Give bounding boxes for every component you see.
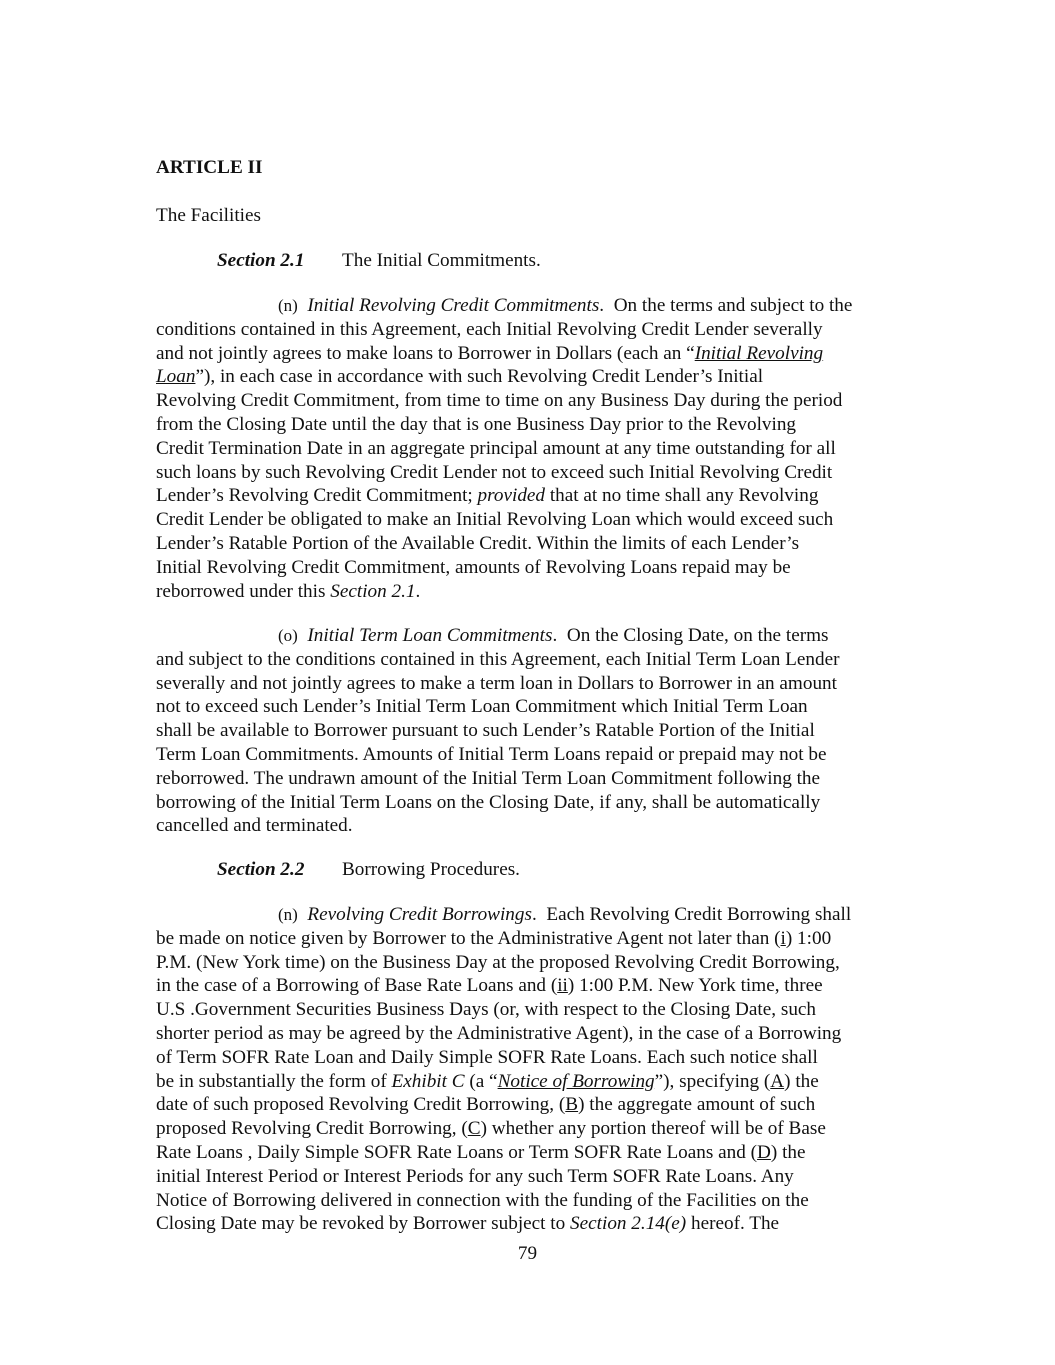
text-line: P.M. (New York time) on the Business Day at the proposed Revolving Credit Borrowing, <box>156 951 840 973</box>
text-line: (n) Revolving Credit Borrowings. Each Revolving Credit Borrowing shall <box>278 904 852 925</box>
text-line <box>156 927 916 951</box>
text-segment: Rate Loans , Daily Simple SOFR Rate Loans or Term SOFR Rate Loans and ( <box>156 1141 758 1163</box>
text-line: shall be available to Borrower pursuant to such Lender’s Ratable Portion of the Initial <box>156 720 815 742</box>
text-segment: ) the aggregate amount of such <box>578 1094 816 1116</box>
section-2-1-heading <box>217 249 817 273</box>
text-segment: On the terms and subject to the <box>613 295 853 316</box>
text-line: U.S .Government Securities Business Days (or, with respect to the Closing Date, such <box>156 999 817 1021</box>
section-number: Section 2.1 <box>217 250 305 271</box>
text-segment: date of such proposed Revolving Credit Borrowing, ( <box>156 1094 566 1116</box>
section-title: The Initial Commitments. <box>342 250 541 271</box>
text-segment: ) 1:00 P.M. New York time, three <box>567 975 823 997</box>
text-line: (n) Initial Revolving Credit Commitments. On the terms and subject to the <box>278 295 853 316</box>
enumerator: ii <box>557 975 568 997</box>
enumerator: B <box>565 1094 579 1116</box>
text-segment: ”), in each case in accordance with such Revolving Credit Lender’s Initial <box>195 366 764 388</box>
defined-term: Loan <box>156 366 196 388</box>
text-line: severally and not jointly agrees to make a term loan in Dollars to Borrower in an amount <box>156 672 837 694</box>
defined-term: Initial Revolving <box>694 342 824 364</box>
text-segment: (a “ <box>469 1070 498 1092</box>
exhibit-reference: Exhibit C <box>391 1070 465 1092</box>
text-line: shorter period as may be agreed by the Administrative Agent), in the case of a Borrowing <box>156 1022 842 1044</box>
text-segment: Lender’s Revolving Credit Commitment; <box>156 485 473 507</box>
paragraph-initial-revolving-credit-commitments <box>156 294 916 603</box>
text-segment: Each Revolving Credit Borrowing shall <box>546 904 852 925</box>
enumerator: i <box>780 927 786 949</box>
enumerator: A <box>770 1070 785 1092</box>
text-line: Credit Termination Date in an aggregate principal amount at any time outstanding for all <box>156 437 836 459</box>
text-line <box>156 1093 916 1117</box>
text-line: such loans by such Revolving Credit Lender not to exceed such Initial Revolving Credit <box>156 461 833 483</box>
text-segment: Closing Date may be revoked by Borrower subject to <box>156 1213 566 1235</box>
text-line <box>156 484 916 508</box>
paragraph-heading: Initial Term Loan Commitments <box>307 625 553 646</box>
text-segment: On the Closing Date, on the terms <box>566 625 829 646</box>
text-line: Notice of Borrowing delivered in connection with the funding of the Facilities on the <box>156 1189 809 1211</box>
enumerator: D <box>757 1141 771 1163</box>
text-line <box>156 1212 916 1236</box>
text-segment: reborrowed under this <box>156 580 326 602</box>
text-line <box>156 1070 916 1094</box>
text-line: of Term SOFR Rate Loan and Daily Simple SOFR Rate Loans. Each such notice shall <box>156 1046 818 1068</box>
text-line <box>156 342 916 366</box>
text-line <box>156 1117 916 1141</box>
paragraph-heading: Revolving Credit Borrowings <box>307 904 532 925</box>
text-line: (o) Initial Term Loan Commitments. On the Closing Date, on the terms <box>278 625 829 646</box>
emphasis-term: provided <box>477 485 546 507</box>
text-line: Term Loan Commitments. Amounts of Initial Term Loans repaid or prepaid may not be <box>156 743 827 765</box>
text-line: Revolving Credit Commitment, from time to time on any Business Day during the period <box>156 390 843 412</box>
text-segment: hereof. The <box>690 1213 780 1235</box>
text-line: reborrowed. The undrawn amount of the Initial Term Loan Commitment following the <box>156 767 821 789</box>
text-line: Lender’s Ratable Portion of the Available Credit. Within the limits of each Lender’s <box>156 532 800 554</box>
text-line: not to exceed such Lender’s Initial Term Loan Commitment which Initial Term Loan <box>156 696 808 718</box>
text-segment: ”), specifying ( <box>654 1070 771 1092</box>
article-subtitle: The Facilities <box>156 205 261 226</box>
paragraph-label: (n) <box>278 296 298 315</box>
text-segment: in the case of a Borrowing of Base Rate Loans and ( <box>156 975 558 997</box>
text-line: conditions contained in this Agreement, each Initial Revolving Credit Lender severally <box>156 318 823 340</box>
text-segment: be in substantially the form of <box>156 1070 387 1092</box>
text-segment: that at no time shall any Revolving <box>549 485 819 507</box>
text-segment: proposed Revolving Credit Borrowing, ( <box>156 1118 468 1140</box>
text-segment: be made on notice given by Borrower to the Administrative Agent not later than ( <box>156 927 781 949</box>
section-2-2-heading <box>217 858 817 882</box>
paragraph-initial-term-loan-commitments <box>156 624 916 838</box>
text-segment: and not jointly agrees to make loans to Borrower in Dollars (each an “ <box>156 342 695 364</box>
text-line: reborrowed under this Section 2.1. <box>156 580 421 602</box>
text-segment: ) whether any portion thereof will be of Base <box>480 1118 826 1140</box>
section-reference: Section 2.1 <box>330 580 416 602</box>
paragraph-label: (o) <box>278 626 298 645</box>
text-line: initial Interest Period or Interest Periods for any such Term SOFR Rate Loans. Any <box>156 1165 794 1187</box>
text-line: and subject to the conditions contained in this Agreement, each Initial Term Loan Lender <box>156 648 840 670</box>
text-line <box>156 1141 916 1165</box>
paragraph-heading: Initial Revolving Credit Commitments <box>307 295 600 316</box>
text-line: cancelled and terminated. <box>156 815 353 837</box>
article-heading: ARTICLE II <box>156 157 263 178</box>
page-number: 79 <box>517 1243 538 1264</box>
text-segment: ) the <box>784 1070 819 1092</box>
text-segment: ) the <box>770 1141 806 1163</box>
section-number: Section 2.2 <box>217 859 305 880</box>
text-line <box>156 365 916 389</box>
enumerator: C <box>467 1118 481 1140</box>
section-reference: Section 2.14(e) <box>570 1213 687 1235</box>
paragraph-revolving-credit-borrowings <box>156 903 916 1236</box>
section-title: Borrowing Procedures. <box>342 859 520 880</box>
text-line: from the Closing Date until the day that is one Business Day prior to the Revolving <box>156 413 797 435</box>
text-segment: ) 1:00 <box>785 927 832 949</box>
text-line <box>156 974 916 998</box>
text-line: borrowing of the Initial Term Loans on the Closing Date, if any, shall be automatically <box>156 791 821 813</box>
defined-term: Notice of Borrowing <box>497 1070 655 1092</box>
paragraph-label: (n) <box>278 905 298 924</box>
text-line: Credit Lender be obligated to make an Initial Revolving Loan which would exceed such <box>156 509 834 531</box>
text-line: Initial Revolving Credit Commitment, amounts of Revolving Loans repaid may be <box>156 556 791 578</box>
